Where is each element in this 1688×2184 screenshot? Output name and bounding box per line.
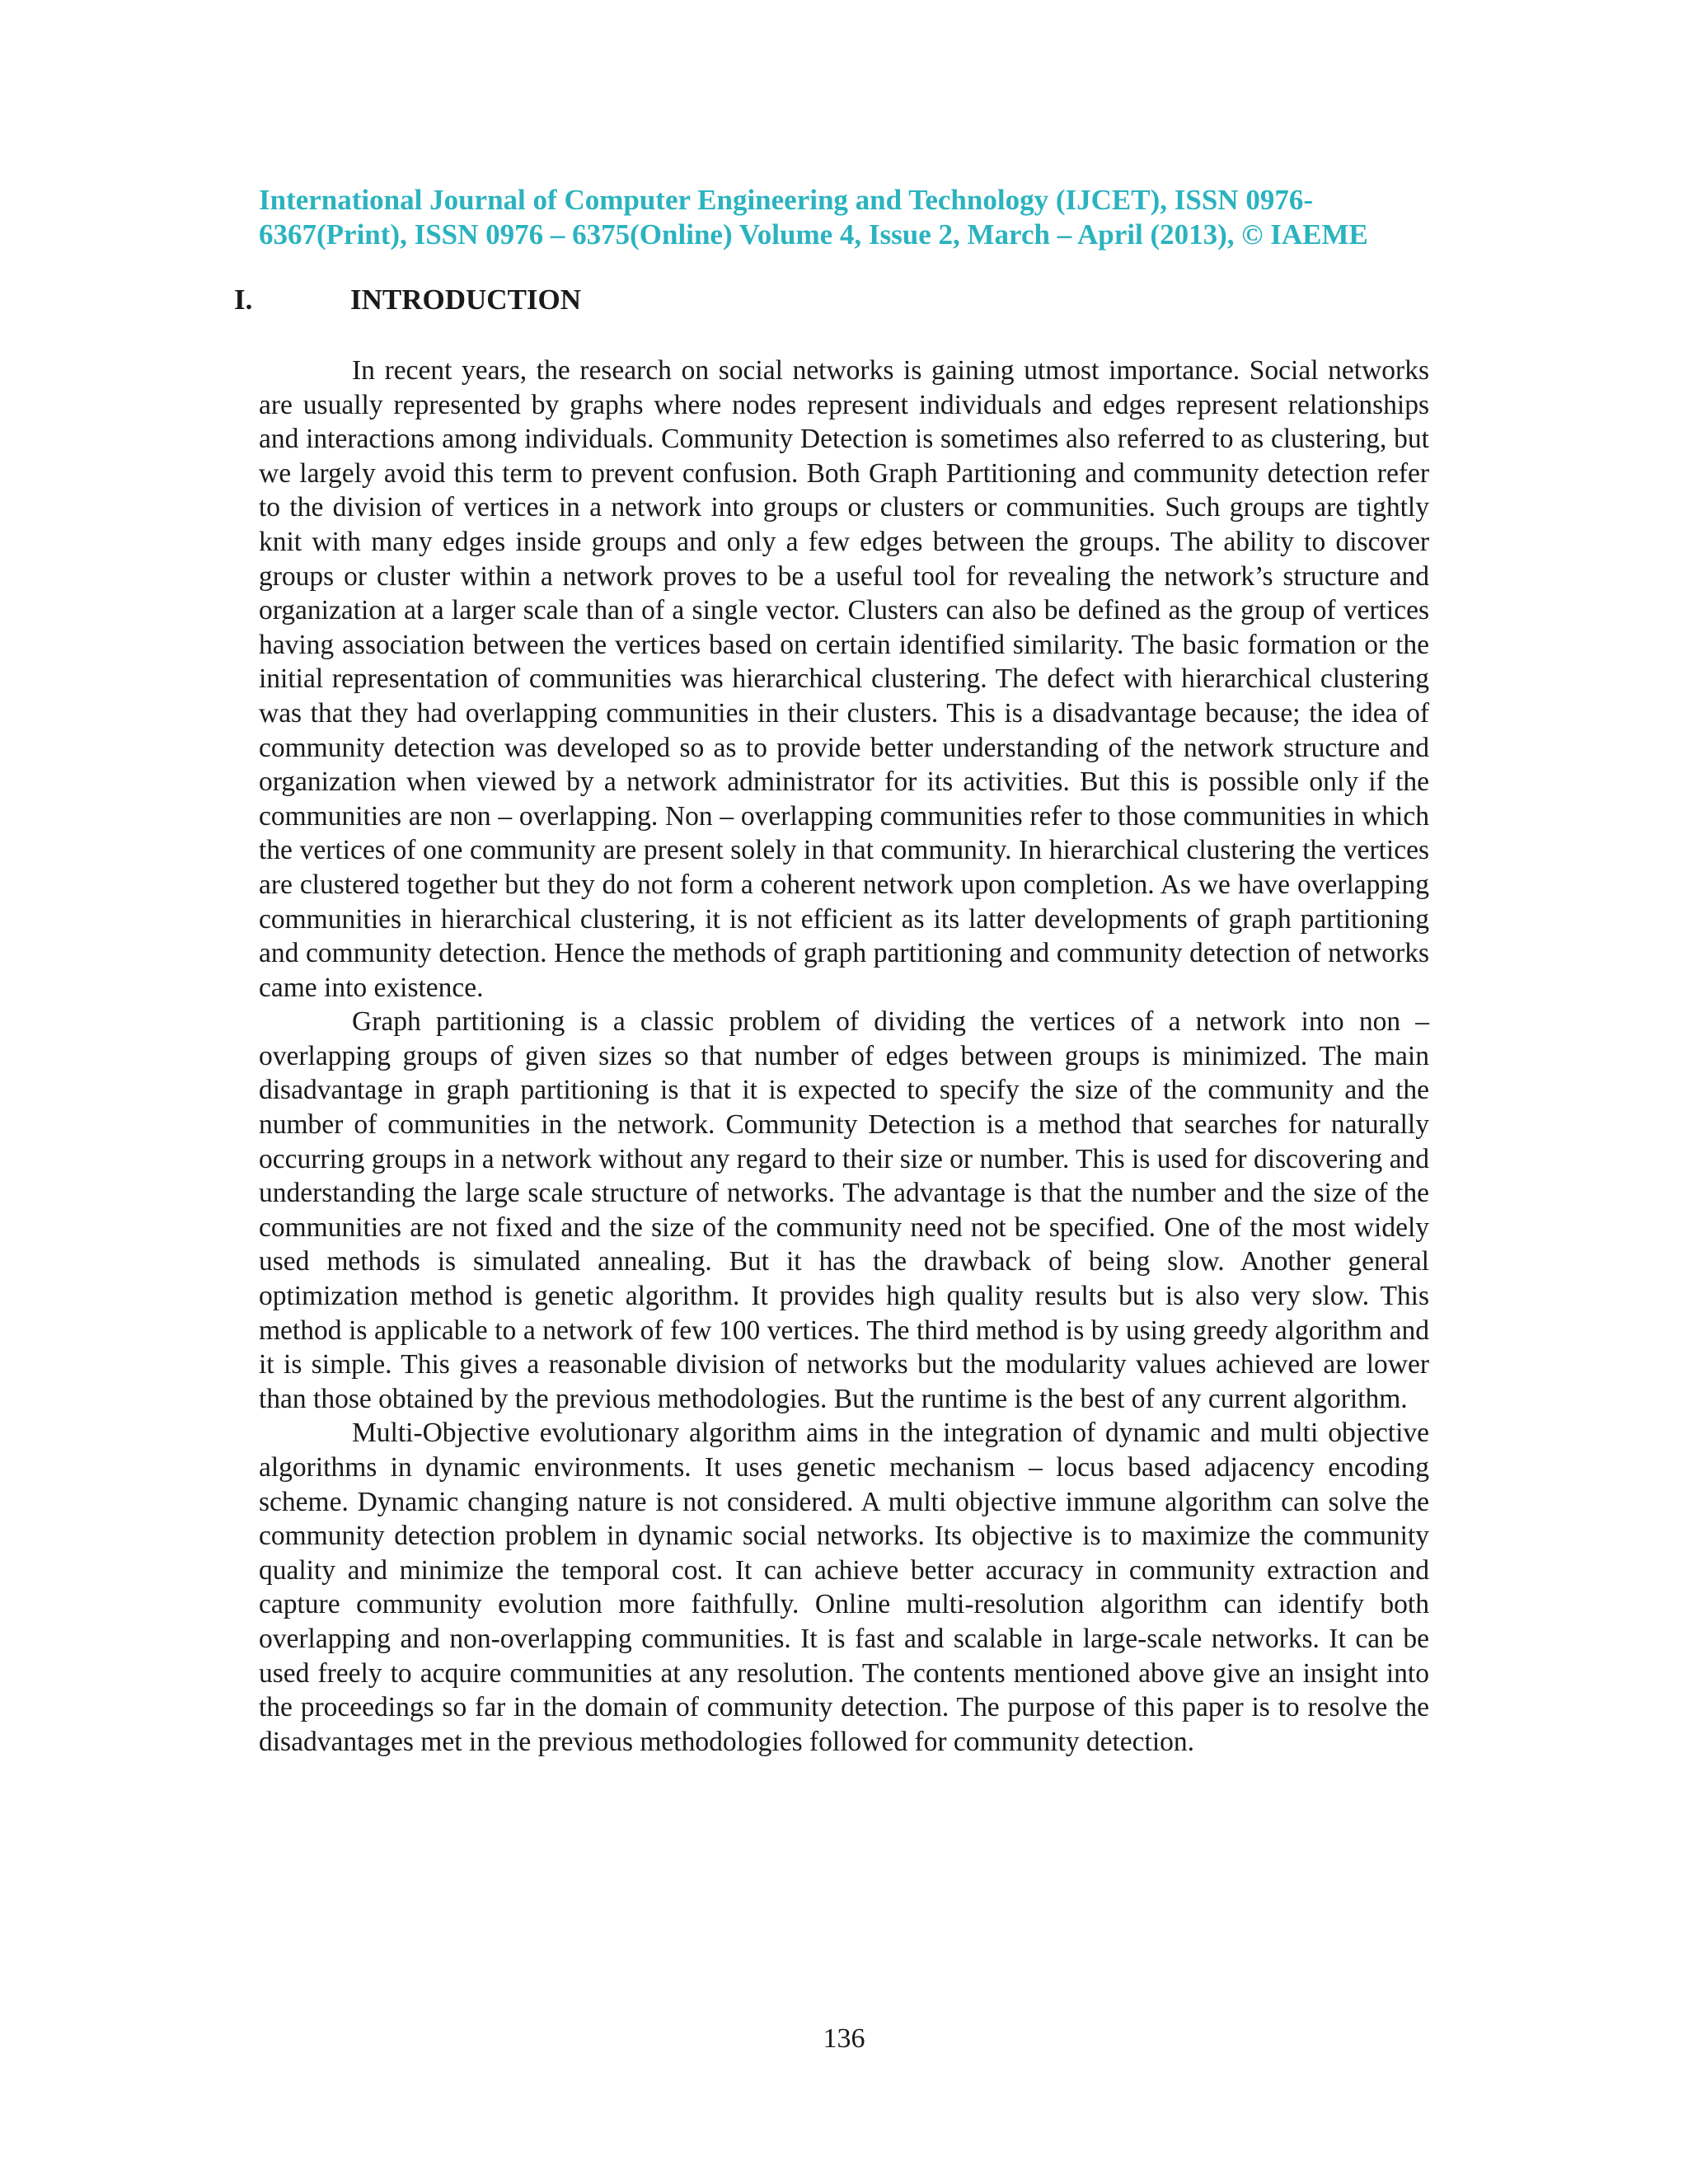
paragraph: In recent years, the research on social networks is gaining utmost importance. Social networks are usually represented by graphs where nodes represent individuals and edges represent relationships and interactions among individuals. Community Detection is sometimes also referred to as clustering, but we largely avoid this term to prevent confusion. Both Graph Partitioning and community detection refer to the division of vertices in a network into groups or clusters or communities. Such groups are tightly knit with many edges inside groups and only a few edges between the groups. The ability to discover groups or cluster within a network proves to be a useful tool for revealing the network’s structure and organization at a larger scale than of a single vector. Clusters can also be defined as the group of vertices having association between the vertices based on certain identified similarity. The basic formation or the initial representation of communities was hierarchical clustering. The defect with hierarchical clustering was that they had overlapping communities in their clusters. This is a disadvantage because; the idea of community detection was developed so as to provide better understanding of the network structure and organization when viewed by a network administrator for its activities. But this is possible only if the communities are non – overlapping. Non – overlapping communities refer to those communities in which the vertices of one community are present solely in that community. In hierarchical clustering the vertices are clustered together but they do not form a coherent network upon completion. As we have overlapping communities in hierarchical clustering, it is not efficient as its latter developments of graph partitioning and community detection. Hence the methods of graph partitioning and community detection of networks came into existence. [259, 355, 1429, 1003]
body-text [259, 354, 1429, 1759]
section-heading [234, 283, 581, 317]
page-number: 136 [823, 2023, 865, 2054]
paragraph: Multi-Objective evolutionary algorithm aims in the integration of dynamic and multi objective algorithms in dynamic environments. It uses genetic mechanism – locus based adjacency encoding scheme. Dynamic changing nature is not considered. A multi objective immune algorithm can solve the community detection problem in dynamic social networks. Its objective is to maximize the community quality and minimize the temporal cost. It can achieve better accuracy in community extraction and capture community evolution more faithfully. Online multi-resolution algorithm can identify both overlapping and non-overlapping communities. It is fast and scalable in large-scale networks. It can be used freely to acquire communities at any resolution. The contents mentioned above give an insight into the proceedings so far in the domain of community detection. The purpose of this paper is to resolve the disadvantages met in the previous methodologies followed for community detection. [259, 1418, 1429, 1757]
journal-header [259, 183, 1429, 252]
page-content [234, 183, 1430, 1757]
paragraph: Graph partitioning is a classic problem of dividing the vertices of a network into non – overlapping groups of given sizes so that number of edges between groups is minimized. The main disadvantage in graph partitioning is that it is expected to specify the size of the community and the number of communities in the network. Community Detection is a method that searches for naturally occurring groups in a network without any regard to their size or number. This is used for discovering and understanding the large scale structure of networks. The advantage is that the number and the size of the communities are not fixed and the size of the community need not be specified. One of the most widely used methods is simulated annealing. But it has the drawback of being slow. Another general optimization method is genetic algorithm. It provides high quality results but is also very slow. This method is applicable to a network of few 100 vertices. The third method is by using greedy algorithm and it is simple. This gives a reasonable division of networks but the modularity values achieved are lower than those obtained by the previous methodologies. But the runtime is the best of any current algorithm. [259, 1006, 1430, 1414]
section-number: I. [234, 284, 253, 316]
journal-header-line-2: 6367(Print), ISSN 0976 – 6375(Online) Volume 4, Issue 2, March – April (2013), © IAEME [259, 218, 1368, 251]
section-title: INTRODUCTION [350, 284, 582, 316]
journal-header-line-1: International Journal of Computer Engineering and Technology (IJCET), ISSN 0976- [259, 184, 1313, 216]
